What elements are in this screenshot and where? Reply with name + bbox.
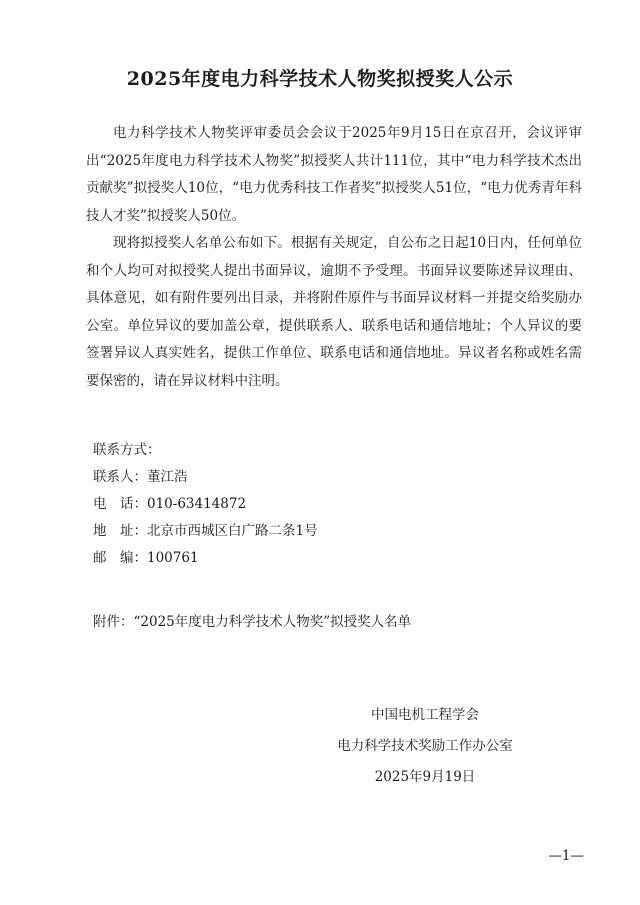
contact-postcode-value: 100761: [147, 550, 199, 566]
page-title: 2025年度电力科学技术人物奖拟授奖人公示: [126, 68, 514, 90]
contact-phone: [93, 491, 246, 518]
contact-address-label: 地 址：: [93, 523, 147, 539]
contact-person: [93, 464, 188, 491]
contact-postcode: [93, 545, 199, 572]
body-paragraph-2: 现将拟授奖人名单公布如下。根据有关规定，自公布之日起10日内，任何单位和个人均可对拟授奖人提出书面异议，逾期不予受理。书面异议要陈述异议理由、具体意见，如有附件要列出目录，并将附件原件与书面异议材料一并提交给奖励办公室。单位异议的要加盖公章，提供联系人、联系电话和通信地址；个人异议的要签署异议人真实姓名，提供工作单位、联系电话和通信地址。异议者名称或姓名需要保密的，请在异议材料中注明。: [86, 235, 582, 389]
page-number: —1—: [548, 848, 584, 864]
contact-person-label: 联系人：: [93, 469, 147, 485]
body-paragraph-1: 电力科学技术人物奖评审委员会会议于2025年9月15日在京召开，会议评审出“2025年度电力科学技术人物奖”拟授奖人共计111位，其中“电力科学技术杰出贡献奖”拟授奖人10位，“电力优秀科技工作者奖”拟授奖人51位，“电力优秀青年科技人才奖”拟授奖人50位。: [86, 125, 582, 224]
contact-address: [93, 518, 318, 545]
contact-heading: 联系方式：: [93, 442, 161, 458]
signature-office: 电力科学技术奖励工作办公室: [337, 738, 513, 754]
contact-postcode-label: 邮 编：: [93, 550, 147, 566]
contact-person-value: 董江浩: [147, 469, 188, 485]
contact-address-value: 北京市西城区白广路二条1号: [147, 523, 318, 539]
signature-date: 2025年9月19日: [374, 769, 476, 785]
signature-org: 中国电机工程学会: [371, 707, 479, 723]
contact-phone-label: 电 话：: [93, 496, 147, 512]
contact-phone-value: 010-63414872: [147, 496, 247, 512]
attachment-note: 附件：“2025年度电力科学技术人物奖”拟授奖人名单: [93, 614, 412, 630]
